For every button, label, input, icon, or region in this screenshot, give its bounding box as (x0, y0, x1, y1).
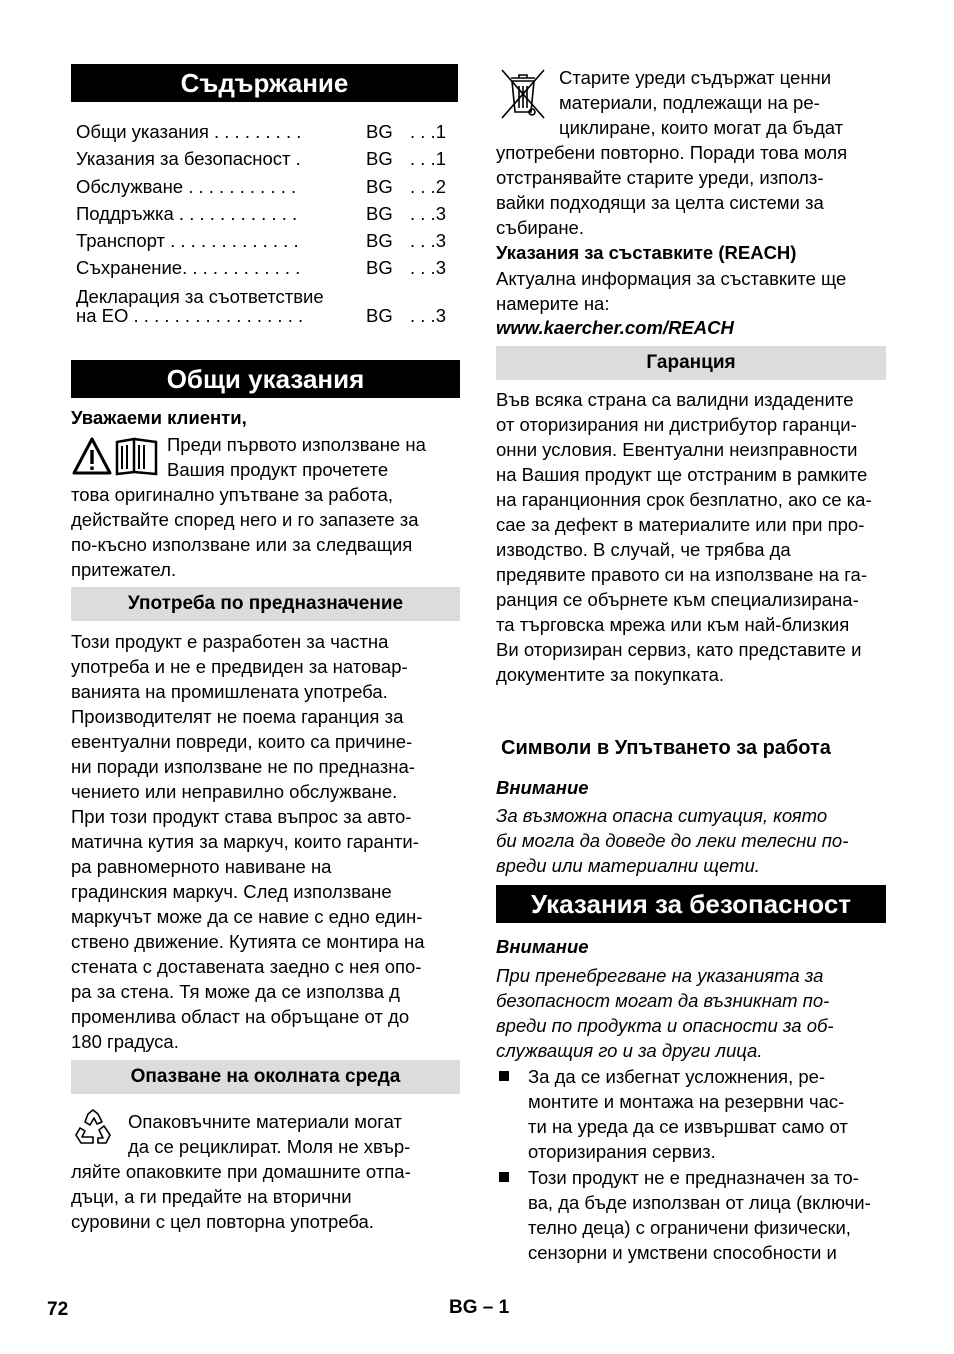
toc-row[interactable] (76, 148, 446, 170)
text-line: маркучът може да се навие с едно един- (71, 906, 423, 927)
text-line: телно деца) с ограничени физически, (528, 1217, 851, 1238)
text-line: ти на уреда да се извършват само от (528, 1116, 848, 1137)
text-line: от оторизирания ни дистрибутор гаранци- (496, 414, 857, 435)
text-line: Производителят не поема гаранция за (71, 706, 404, 727)
text-line: Актуална информация за съставките ще (496, 268, 847, 289)
toc-entry-page: . . .3 (410, 305, 446, 326)
symbols-caution-label: Внимание (496, 777, 589, 798)
text-line: на гаранционния срок безплатно, ако се ка- (496, 489, 872, 510)
text-line: За възможна опасна ситуация, която (496, 805, 828, 826)
text-line: Опаковъчните материали могат (128, 1111, 402, 1132)
text-line: събиране. (496, 217, 584, 238)
text-line: При този продукт става въпрос за авто- (71, 806, 412, 827)
text-line: дъци, а ги предайте на вторични (71, 1186, 352, 1207)
text-line: градинския маркуч. След използване (71, 881, 392, 902)
toc-entry-title: Транспорт . . . . . . . . . . . . . (76, 230, 299, 251)
toc-entry-page: . . .3 (410, 203, 446, 224)
text-line: онни условия. Евентуални неизправности (496, 439, 858, 460)
toc-entry-title: Обслужване . . . . . . . . . . . (76, 176, 297, 197)
toc-entry-page: . . .3 (410, 230, 446, 251)
text-line: по-късно използване или за следващия (71, 534, 413, 555)
text-line: Този продукт е разработен за частна (71, 631, 389, 652)
toc-entry-lang: BG (366, 176, 393, 197)
safety-caution-label: Внимание (496, 936, 589, 957)
text-line: та търговска мрежа или към най-близкия (496, 614, 850, 635)
symbols-heading: Символи в Упътването за работа (501, 737, 831, 759)
disposal-text (496, 140, 847, 240)
text-line: ляйте опаковките при домашните отпа- (71, 1161, 411, 1182)
toc-row[interactable] (76, 230, 446, 252)
general-heading (71, 360, 460, 398)
text-line: За да се избегнат усложнения, ре- (528, 1066, 826, 1087)
crossed-bin-icon (499, 66, 547, 122)
text-line: служващия го и за други лица. (496, 1040, 763, 1061)
environment-text (71, 1159, 411, 1234)
text-line: монтите и монтажа на резервни час- (528, 1091, 845, 1112)
reach-link[interactable]: www.kaercher.com/REACH (496, 317, 734, 338)
toc-heading (71, 64, 458, 102)
toc-entry-lang: BG (366, 203, 393, 224)
text-line: отстранявайте старите уреди, използ- (496, 167, 824, 188)
text-line: това оригинално упътване за работа, (71, 484, 394, 505)
symbols-caution-text (496, 803, 848, 878)
toc-entry-page: . . .3 (410, 257, 446, 278)
toc-row[interactable] (76, 176, 446, 198)
toc-entry-title: Декларация за съответствие (76, 286, 324, 307)
toc-row[interactable] (76, 203, 446, 225)
environment-heading (71, 1060, 460, 1094)
toc-entry-lang: BG (366, 121, 393, 142)
warning-read-manual-icon (72, 436, 160, 476)
text-line: предявите правото си на използване на га- (496, 564, 868, 585)
toc-entry-title: Съхранение. . . . . . . . . . . . (76, 257, 301, 278)
text-line: да се рециклират. Моля не хвър- (128, 1136, 411, 1157)
text-line: При пренебрегване на указанията за (496, 965, 824, 986)
warranty-heading-text: Гаранция (646, 352, 736, 373)
text-line: употребени повторно. Поради това моля (496, 142, 848, 163)
toc-entry-lang: BG (366, 230, 393, 251)
toc-row[interactable] (76, 121, 446, 143)
environment-text-wrap (128, 1109, 410, 1159)
text-line: действайте според него и го запазете за (71, 509, 419, 530)
intended-use-heading (71, 587, 460, 621)
warranty-text (496, 387, 872, 687)
text-line: би могла да доведе до леки телесни по- (496, 830, 849, 851)
text-line: ни поради използване не по предназна- (71, 756, 415, 777)
text-line: матична кутия за маркуч, които гаранти- (71, 831, 419, 852)
safety-caution-text (496, 963, 834, 1063)
text-line: евентуални повреди, които са причине- (71, 731, 413, 752)
text-line: вреди или материални щети. (496, 855, 760, 876)
text-line: ствено движение. Кутията се монтира на (71, 931, 425, 952)
text-line: суровини с цел повторна употреба. (71, 1211, 374, 1232)
safety-heading-text: Указания за безопасност (530, 888, 852, 919)
text-line: вреди по продукта и опасности за об- (496, 1015, 834, 1036)
page-number: 72 (47, 1299, 69, 1320)
toc-entry-lang: BG (366, 148, 393, 169)
text-line: Старите уреди съдържат ценни (559, 67, 832, 88)
text-line: оторизирания сервиз. (528, 1141, 716, 1162)
recycling-icon (73, 1108, 113, 1148)
environment-heading-text: Опазване на околната среда (130, 1066, 401, 1087)
safety-heading (496, 885, 886, 923)
text-line: на Вашия продукт ще отстраним в рамките (496, 464, 868, 485)
toc-heading-text: Съдържание (180, 67, 349, 98)
text-line: чението или неправилно обслужване. (71, 781, 398, 802)
text-line: материали, подлежащи на ре- (559, 92, 820, 113)
warranty-heading (496, 346, 886, 380)
text-line: ра равномерното навиване на (71, 856, 332, 877)
footer-section: BG – 1 (449, 1297, 510, 1318)
text-line: 180 градуса. (71, 1031, 179, 1052)
text-line: сензорни и умствени способности и (528, 1242, 837, 1263)
bullet-square-icon (499, 1071, 509, 1081)
toc-entry-page: . . .1 (410, 121, 446, 142)
intended-use-heading-text: Употреба по предназначение (127, 593, 404, 614)
toc-entry-page: . . .1 (410, 148, 446, 169)
text-line: стената с доставената заедно с нея опо- (71, 956, 422, 977)
text-line: циклиране, които могат да бъдат (559, 117, 844, 138)
toc-entry-title: Указания за безопасност . (76, 148, 301, 169)
disposal-text-wrap (559, 65, 843, 140)
text-line: изводство. В случай, че трябва да (496, 539, 791, 560)
text-line: Вашия продукт прочетете (167, 459, 389, 480)
bullet-square-icon (499, 1172, 509, 1182)
text-line: Преди първото използване на (167, 434, 426, 455)
text-line: Във всяка страна са валидни издадените (496, 389, 854, 410)
toc-entry-lang: BG (366, 305, 393, 326)
text-line: притежател. (71, 559, 177, 580)
toc-entry-title: на ЕО . . . . . . . . . . . . . . . . . (76, 305, 304, 326)
text-line: ра за стена. Тя може да се използва д (71, 981, 400, 1002)
text-line: сае за дефект в материалите или при про- (496, 514, 865, 535)
reach-heading: Указания за съставките (REACH) (496, 242, 797, 263)
toc-entry-lang: BG (366, 257, 393, 278)
text-line: ва, да бъде използван от лица (включи- (528, 1192, 871, 1213)
text-line: вайки подходящи за целта системи за (496, 192, 824, 213)
text-line: Ви оторизиран сервиз, като представите и (496, 639, 862, 660)
general-heading-text: Общи указания (166, 363, 365, 394)
greeting: Уважаеми клиенти, (71, 407, 247, 428)
toc-row[interactable] (76, 305, 446, 327)
safety-bullet-1 (528, 1064, 848, 1164)
text-line: намерите на: (496, 293, 610, 314)
general-intro (71, 482, 419, 582)
text-line: документите за покупката. (496, 664, 725, 685)
text-line: ранция се обърнете към специализирана- (496, 589, 859, 610)
toc-entry-title: Поддръжка . . . . . . . . . . . . (76, 203, 298, 224)
text-line: употреба и не е предвиден за натовар- (71, 656, 408, 677)
safety-bullet-2 (528, 1165, 871, 1265)
text-line: променлива област на обръщане от до (71, 1006, 410, 1027)
toc-entry-page: . . .2 (410, 176, 446, 197)
text-line: безопасност могат да възникнат по- (496, 990, 830, 1011)
reach-text (496, 266, 846, 316)
general-intro-wrap (167, 432, 426, 482)
toc-row[interactable] (76, 257, 446, 279)
toc-entry-title: Общи указания . . . . . . . . . (76, 121, 302, 142)
text-line: Този продукт не е предназначен за то- (528, 1167, 859, 1188)
intended-use-text (71, 629, 425, 1054)
text-line: ванията на промишлената употреба. (71, 681, 388, 702)
